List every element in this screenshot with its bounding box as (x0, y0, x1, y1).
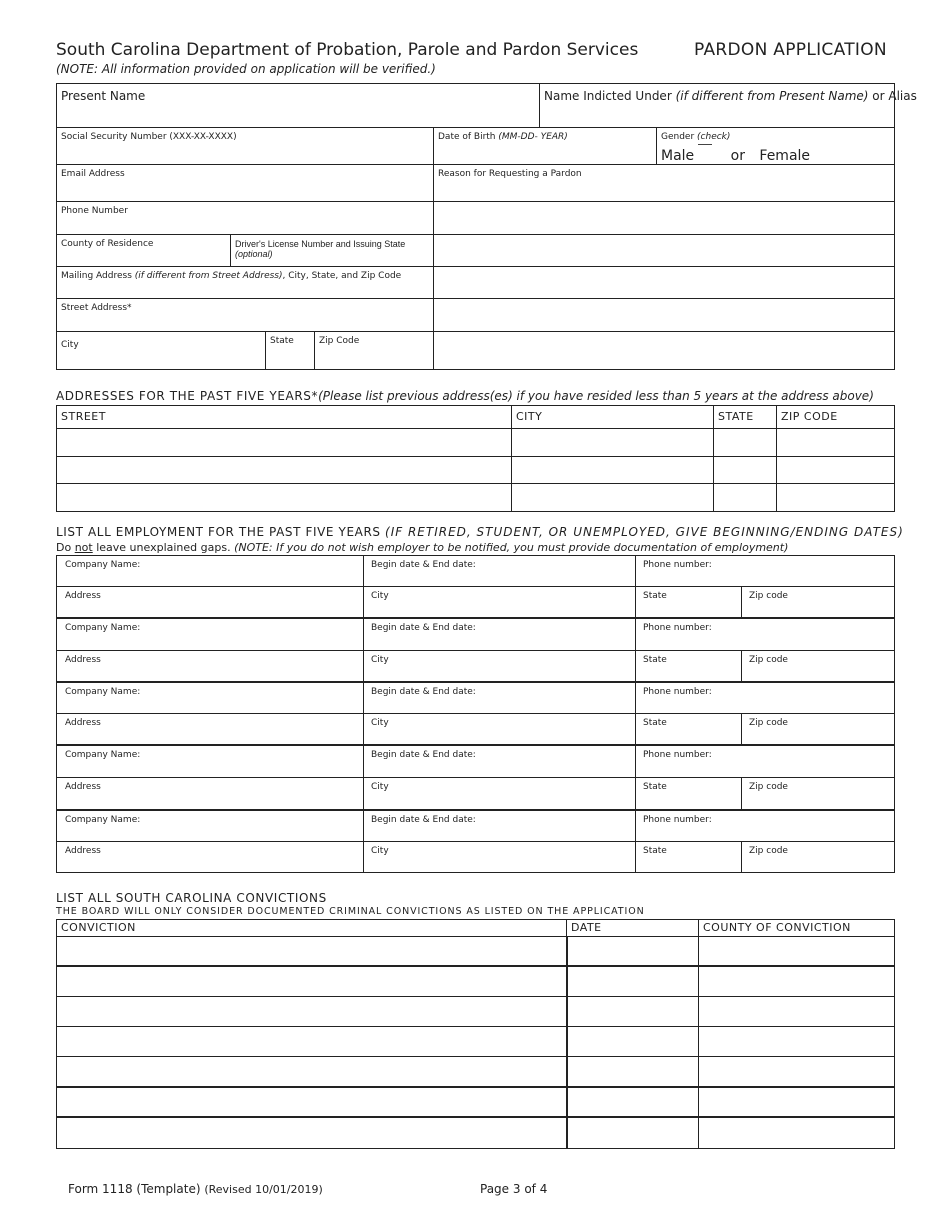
address-row-2-state[interactable] (713, 456, 777, 484)
employer-3-state[interactable]: State (635, 713, 742, 745)
employer-1-address[interactable]: Address (56, 586, 364, 618)
employer-3-phone[interactable]: Phone number: (635, 682, 895, 714)
county-label: County of Residence (61, 239, 154, 249)
employer-2-city[interactable]: City (363, 650, 636, 682)
employer-5-state[interactable]: State (635, 841, 742, 873)
verification-note: (NOTE: All information provided on application will be verified.) (56, 62, 436, 76)
city-label: City (61, 340, 79, 350)
conviction-row-1-date[interactable] (566, 936, 699, 967)
address-row-2-zip[interactable] (776, 456, 895, 484)
reason-line-1[interactable] (433, 201, 895, 235)
county-field[interactable] (56, 234, 231, 267)
convictions-title: LIST ALL SOUTH CAROLINA CONVICTIONS (56, 891, 327, 905)
reason-line-4[interactable] (433, 298, 895, 332)
employer-3-dates[interactable]: Begin date & End date: (363, 682, 636, 714)
address-row-3-zip[interactable] (776, 483, 895, 512)
reason-field[interactable] (433, 164, 895, 202)
employer-1-company[interactable]: Company Name: (56, 555, 364, 587)
employer-4-city[interactable]: City (363, 777, 636, 810)
employer-1-state[interactable]: State (635, 586, 742, 618)
conviction-row-3-date[interactable] (566, 996, 699, 1027)
employer-4-zip[interactable]: Zip code (741, 777, 895, 810)
address-row-3-city[interactable] (511, 483, 714, 512)
applicant-info-section (56, 83, 917, 370)
phone-label: Phone Number (61, 206, 128, 216)
addresses-header-state: STATE (713, 405, 777, 429)
addresses-header-zip: ZIP CODE (776, 405, 895, 429)
gender-field (656, 127, 895, 165)
convictions-header-county: COUNTY OF CONVICTION (698, 919, 895, 937)
state-label: State (270, 336, 294, 346)
name-indicted-label: Name Indicted Under (if different from Present Name) or Alias (544, 89, 917, 103)
addresses-table (56, 405, 895, 512)
conviction-row-6-conviction[interactable] (56, 1087, 567, 1118)
employer-5-address[interactable]: Address (56, 841, 364, 873)
state-field[interactable] (265, 331, 315, 370)
convictions-header-conviction: CONVICTION (56, 919, 567, 937)
present-name-field[interactable] (56, 83, 540, 128)
conviction-row-5-county[interactable] (698, 1056, 895, 1088)
employer-1-city[interactable]: City (363, 586, 636, 618)
employer-2-dates[interactable]: Begin date & End date: (363, 618, 636, 651)
reason-label: Reason for Requesting a Pardon (438, 169, 582, 179)
email-label: Email Address (61, 169, 125, 179)
convictions-subtitle: THE BOARD WILL ONLY CONSIDER DOCUMENTED CRIMINAL CONVICTIONS AS LISTED ON THE APPLICATION (56, 906, 645, 917)
address-row-2-city[interactable] (511, 456, 714, 484)
convictions-header-date: DATE (566, 919, 699, 937)
employer-4-phone[interactable]: Phone number: (635, 745, 895, 778)
address-row-1-street[interactable] (56, 428, 512, 457)
employer-5-city[interactable]: City (363, 841, 636, 873)
address-row-1-zip[interactable] (776, 428, 895, 457)
employer-4-dates[interactable]: Begin date & End date: (363, 745, 636, 778)
employer-2-zip[interactable]: Zip code (741, 650, 895, 682)
conviction-row-6-date[interactable] (566, 1087, 699, 1118)
reason-line-2[interactable] (433, 234, 895, 267)
gender-male-checkbox[interactable] (698, 144, 712, 145)
employer-3-company[interactable]: Company Name: (56, 682, 364, 714)
employer-3-city[interactable]: City (363, 713, 636, 745)
addresses-title: ADDRESSES FOR THE PAST FIVE YEARS*(Please list previous address(es) if you have resided less than 5 years at the address above) (56, 389, 874, 403)
employer-2-state[interactable]: State (635, 650, 742, 682)
conviction-row-7-county[interactable] (698, 1117, 895, 1149)
employer-4-company[interactable]: Company Name: (56, 745, 364, 778)
employment-title: LIST ALL EMPLOYMENT FOR THE PAST FIVE YEARS (IF RETIRED, STUDENT, OR UNEMPLOYED, GIVE BEGINNING/ENDING DATES) (56, 525, 904, 539)
employer-1-phone[interactable]: Phone number: (635, 555, 895, 587)
gender-label: Gender (check) (661, 132, 731, 142)
employment-note: Do not leave unexplained gaps. (NOTE: If you do not wish employer to be notified, you must provide documentation of employment) (56, 541, 789, 554)
reason-line-3[interactable] (433, 266, 895, 299)
conviction-row-5-conviction[interactable] (56, 1056, 567, 1088)
employer-5-company[interactable]: Company Name: (56, 809, 364, 842)
conviction-row-2-county[interactable] (698, 966, 895, 997)
conviction-row-1-conviction[interactable] (56, 936, 567, 967)
email-field[interactable] (56, 164, 434, 202)
address-row-3-state[interactable] (713, 483, 777, 512)
mailing-address-label: Mailing Address (if different from Street Address), City, State, and Zip Code (61, 271, 402, 281)
conviction-row-7-date[interactable] (566, 1117, 699, 1149)
employer-2-address[interactable]: Address (56, 650, 364, 682)
city-field[interactable] (56, 331, 266, 370)
name-indicted-field[interactable] (539, 83, 917, 128)
conviction-row-2-date[interactable] (566, 966, 699, 997)
zip-label: Zip Code (319, 336, 360, 346)
mailing-address-field[interactable] (56, 266, 434, 299)
gender-female-option[interactable]: Female (759, 148, 811, 164)
employer-5-dates[interactable]: Begin date & End date: (363, 809, 636, 842)
present-name-label: Present Name (61, 89, 146, 103)
gender-options (661, 148, 810, 164)
form-title: PARDON APPLICATION (694, 40, 887, 60)
address-row-1-state[interactable] (713, 428, 777, 457)
agency-name: South Carolina Department of Probation, Parole and Pardon Services (56, 40, 639, 60)
address-row-2-street[interactable] (56, 456, 512, 484)
ssn-label: Social Security Number (XXX-XX-XXXX) (61, 132, 237, 142)
employment-table (56, 555, 895, 873)
employer-4-address[interactable]: Address (56, 777, 364, 810)
page-number: Page 3 of 4 (480, 1182, 548, 1196)
gender-or-text: or (730, 148, 745, 164)
conviction-row-3-conviction[interactable] (56, 996, 567, 1027)
dob-label: Date of Birth (MM-DD- YEAR) (438, 132, 568, 142)
license-label: Driver's License Number and Issuing State (optional) (235, 239, 406, 259)
conviction-row-2-conviction[interactable] (56, 966, 567, 997)
employer-5-zip[interactable]: Zip code (741, 841, 895, 873)
conviction-row-7-conviction[interactable] (56, 1117, 567, 1149)
street-address-label: Street Address* (61, 303, 132, 313)
employer-2-phone[interactable]: Phone number: (635, 618, 895, 651)
employer-5-phone[interactable]: Phone number: (635, 809, 895, 842)
employer-2-company[interactable]: Company Name: (56, 618, 364, 651)
street-address-field[interactable] (56, 298, 434, 332)
employer-3-address[interactable]: Address (56, 713, 364, 745)
phone-field[interactable] (56, 201, 434, 235)
conviction-row-4-conviction[interactable] (56, 1026, 567, 1057)
conviction-row-1-county[interactable] (698, 936, 895, 967)
reason-line-5[interactable] (433, 331, 895, 370)
license-field[interactable] (230, 234, 434, 267)
employer-1-zip[interactable]: Zip code (741, 586, 895, 618)
ssn-field[interactable] (56, 127, 434, 165)
address-row-1-city[interactable] (511, 428, 714, 457)
addresses-header-street: STREET (56, 405, 512, 429)
dob-field[interactable] (433, 127, 657, 165)
conviction-row-6-county[interactable] (698, 1087, 895, 1118)
employer-4-state[interactable]: State (635, 777, 742, 810)
conviction-row-4-county[interactable] (698, 1026, 895, 1057)
form-number: Form 1118 (Template) (Revised 10/01/2019) (68, 1182, 323, 1196)
conviction-row-4-date[interactable] (566, 1026, 699, 1057)
zip-field[interactable] (314, 331, 434, 370)
convictions-table (56, 919, 895, 1149)
employer-1-dates[interactable]: Begin date & End date: (363, 555, 636, 587)
conviction-row-5-date[interactable] (566, 1056, 699, 1088)
address-row-3-street[interactable] (56, 483, 512, 512)
conviction-row-3-county[interactable] (698, 996, 895, 1027)
gender-male-option[interactable]: Male (661, 148, 695, 164)
employer-3-zip[interactable]: Zip code (741, 713, 895, 745)
addresses-header-city: CITY (511, 405, 714, 429)
